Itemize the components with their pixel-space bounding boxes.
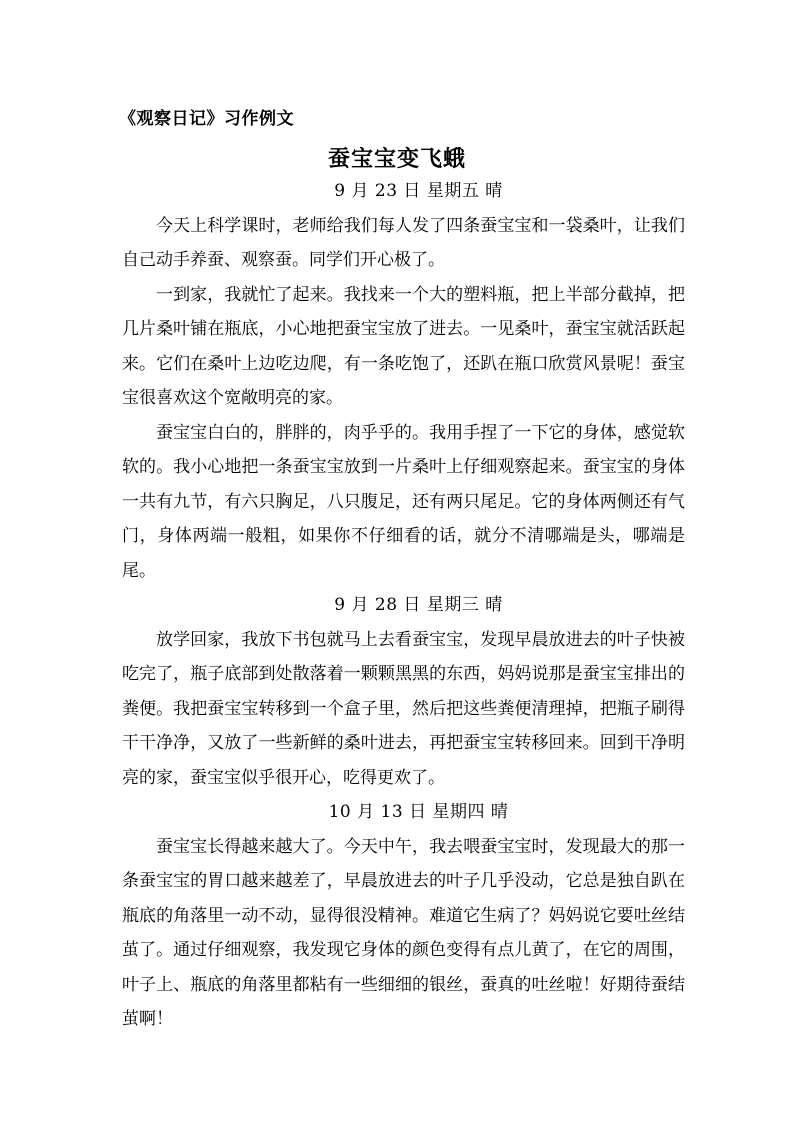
entry-date: 9 月 28 日 星期三 晴 bbox=[334, 595, 503, 615]
paragraph: 蚕宝宝白白的，胖胖的，肉乎乎的。我用手捏了一下它的身体，感觉软软的。我小心地把一条蚕宝宝放到一片桑叶上仔细观察起来。蚕宝宝的身体一共有九节，有六只胸足，八只腹足，还有两只尾足。它的身体两侧还有气门，身体两端一般粗，如果你不仔细看的话，就分不清哪端是头，哪端是尾。 bbox=[122, 422, 685, 581]
paragraph: 一到家，我就忙了起来。我找来一个大的塑料瓶，把上半部分截掉，把几片桑叶铺在瓶底，小心地把蚕宝宝放了进去。一见桑叶，蚕宝宝就活跃起来。它们在桑叶上边吃边爬，有一条吃饱了，还趴在瓶口欣赏风景呢！蚕宝宝很喜欢这个宽敞明亮的家。 bbox=[122, 284, 685, 408]
document-title: 蚕宝宝变飞蛾 bbox=[327, 147, 466, 172]
entry-date: 10 月 13 日 星期四 晴 bbox=[328, 802, 509, 822]
document-label: 《观察日记》习作例文 bbox=[119, 109, 294, 129]
paragraph: 今天上科学课时，老师给我们每人发了四条蚕宝宝和一袋桑叶，让我们自己动手养蚕、观察蚕。同学们开心极了。 bbox=[122, 215, 685, 270]
entry-date: 9 月 23 日 星期五 晴 bbox=[334, 181, 503, 201]
paragraph: 放学回家，我放下书包就马上去看蚕宝宝，发现早晨放进去的叶子快被吃完了，瓶子底部到处散落着一颗颗黑黑的东西，妈妈说那是蚕宝宝排出的粪便。我把蚕宝宝转移到一个盒子里，然后把这些粪便清理掉，把瓶子刷得干干净净，又放了一些新鲜的桑叶进去，再把蚕宝宝转移回来。回到干净明亮的家，蚕宝宝似乎很开心，吃得更欢了。 bbox=[122, 629, 685, 788]
document-body bbox=[122, 174, 685, 1037]
paragraph: 蚕宝宝长得越来越大了。今天中午，我去喂蚕宝宝时，发现最大的那一条蚕宝宝的胃口越来越差了，早晨放进去的叶子几乎没动，它总是独自趴在瓶底的角落里一动不动，显得很没精神。难道它生病了？妈妈说它要吐丝结茧了。通过仔细观察，我发现它身体的颜色变得有点儿黄了，在它的周围，叶子上、瓶底的角落里都粘有一些细细的银丝，蚕真的吐丝啦！好期待蚕结茧啊！ bbox=[122, 836, 685, 1029]
